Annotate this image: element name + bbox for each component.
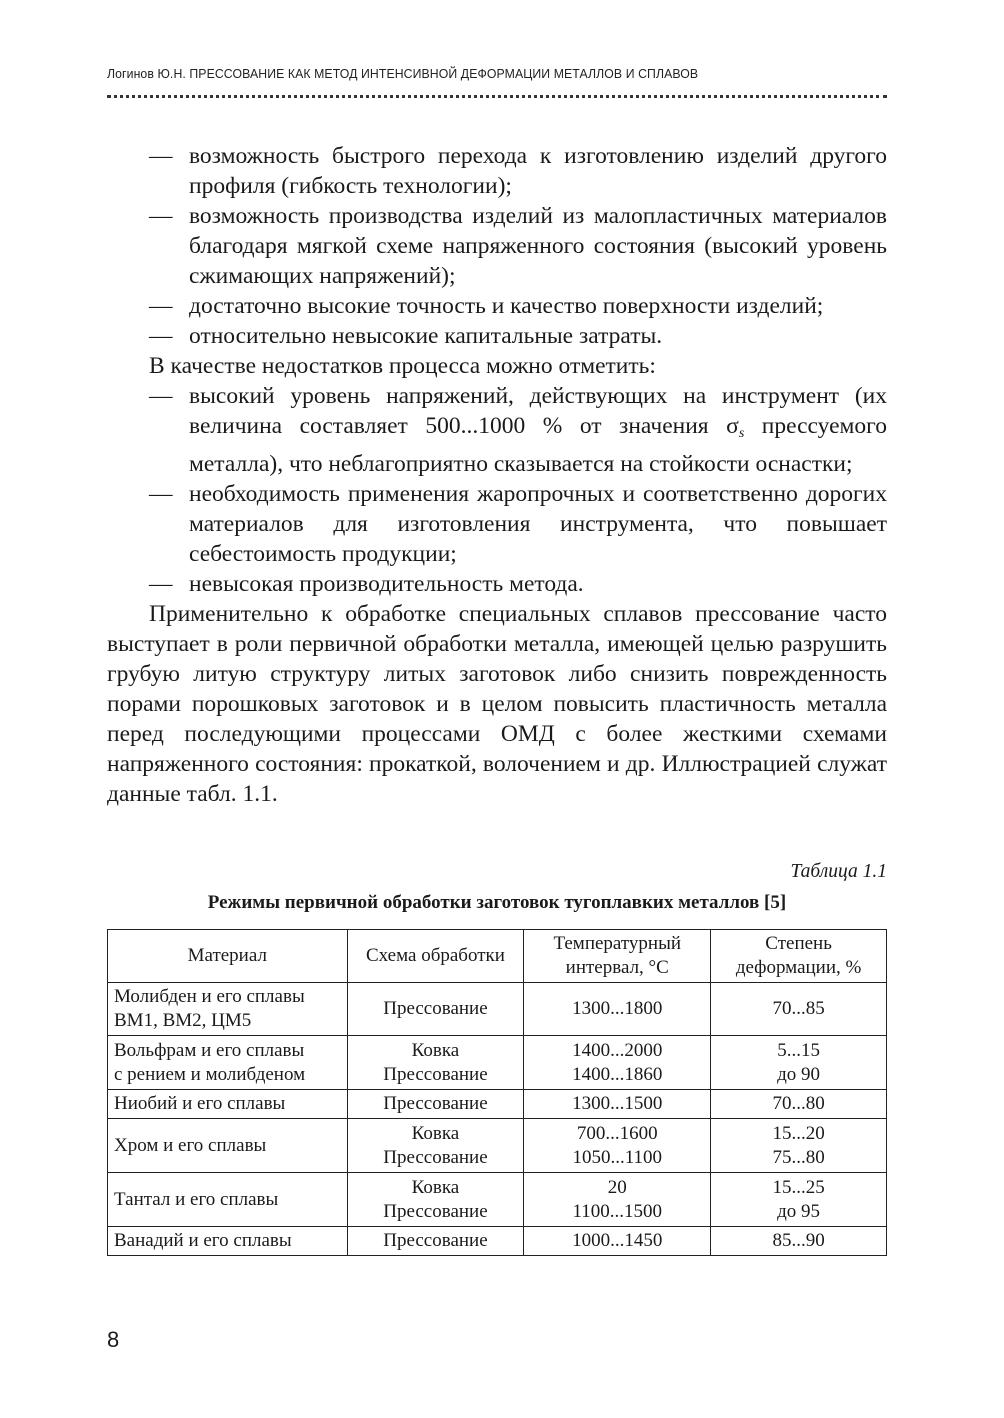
cell-scheme: Ковка Прессование xyxy=(347,1036,524,1090)
disadvantage-item xyxy=(107,479,887,569)
disadvantage-text: необходимость применения жаропрочных и соответственно дорогих материалов для изготовления инструмента, что повышает себестоимость продукции; xyxy=(189,481,887,567)
table-row xyxy=(108,1173,887,1227)
dash-marker: — xyxy=(149,383,173,409)
header-scheme: Схема обработки xyxy=(347,930,524,983)
dash-marker: — xyxy=(149,293,173,319)
advantage-item xyxy=(107,321,887,351)
sigma-subscript: s xyxy=(738,426,745,441)
body-paragraph: Применительно к обработке специальных сплавов прессование часто выступает в роли первичной обработки металла, имеющей целью разрушить грубую литую структуру литых заготовок либо снизить поврежденность порами порошковых заготовок и в целом повысить пластичность металла перед последующими процессами ОМД с более жесткими схемами напряженного состояния: прокаткой, волочением и др. Иллюстрацией служат данные табл. 1.1. xyxy=(107,601,887,807)
cell-temperature: 1300...1500 xyxy=(524,1090,711,1119)
table-caption: Таблица 1.1 xyxy=(790,861,887,882)
advantage-item xyxy=(107,141,887,201)
cell-material: Ванадий и его сплавы xyxy=(108,1227,348,1256)
cell-material: Хром и его сплавы xyxy=(108,1119,348,1173)
dash-marker: — xyxy=(149,203,173,229)
advantage-text: достаточно высокие точность и качество поверхности изделий; xyxy=(189,293,824,319)
dash-marker: — xyxy=(149,481,173,507)
table-title: Режимы первичной обработки заготовок тугоплавких металлов [5] xyxy=(207,892,787,913)
cell-deformation: 5...15 до 90 xyxy=(711,1036,887,1090)
table-row xyxy=(108,1119,887,1173)
header-deformation: Степень деформации, % xyxy=(711,930,887,983)
sigma-symbol: σ xyxy=(726,413,739,439)
table-row xyxy=(108,1090,887,1119)
running-header: Логинов Ю.Н. ПРЕССОВАНИЕ КАК МЕТОД ИНТЕНСИВНОЙ ДЕФОРМАЦИИ МЕТАЛЛОВ И СПЛАВОВ xyxy=(107,66,699,81)
cell-scheme: Прессование xyxy=(347,1227,524,1256)
table-row xyxy=(108,1036,887,1090)
advantage-text: возможность быстрого перехода к изготовлению изделий другого профиля (гибкость технологии); xyxy=(189,143,887,199)
dash-marker: — xyxy=(149,323,173,349)
body-text xyxy=(107,141,887,809)
dash-marker: — xyxy=(149,143,173,169)
cell-deformation: 70...85 xyxy=(711,983,887,1036)
cell-temperature: 700...1600 1050...1100 xyxy=(524,1119,711,1173)
disadvantage-item xyxy=(107,569,887,599)
cell-deformation: 15...20 75...80 xyxy=(711,1119,887,1173)
page-number: 8 xyxy=(107,1327,120,1352)
disadvantage-item xyxy=(107,381,887,479)
cell-deformation: 15...25 до 95 xyxy=(711,1173,887,1227)
cell-scheme: Прессование xyxy=(347,983,524,1036)
cell-material: Вольфрам и его сплавы с рением и молибденом xyxy=(108,1036,348,1090)
cell-temperature: 20 1100...1500 xyxy=(524,1173,711,1227)
cell-material: Молибден и его сплавы ВМ1, ВМ2, ЦМ5 xyxy=(108,983,348,1036)
cell-scheme: Прессование xyxy=(347,1090,524,1119)
table-row xyxy=(108,983,887,1036)
advantage-item xyxy=(107,201,887,291)
table-row xyxy=(108,1227,887,1256)
disadvantage-text: невысокая производительность метода. xyxy=(189,571,584,597)
cell-deformation: 70...80 xyxy=(711,1090,887,1119)
advantage-item xyxy=(107,291,887,321)
dash-marker: — xyxy=(149,571,173,597)
disadvantage-text-after: прессуемого металла), что неблагоприятно сказывается на стойкости оснастки; xyxy=(189,413,887,477)
cell-deformation: 85...90 xyxy=(711,1227,887,1256)
cell-temperature: 1300...1800 xyxy=(524,983,711,1036)
cell-material: Ниобий и его сплавы xyxy=(108,1090,348,1119)
header-temperature: Температурный интервал, °С xyxy=(524,930,711,983)
data-table xyxy=(107,929,887,1256)
disadvantages-intro: В качестве недостатков процесса можно отметить: xyxy=(149,353,656,379)
disadvantage-text-before: высокий уровень напряжений, действующих на инструмент (их величина составляет 500...1000 % от значения xyxy=(189,383,887,439)
cell-temperature: 1400...2000 1400...1860 xyxy=(524,1036,711,1090)
advantage-text: относительно невысокие капитальные затраты. xyxy=(189,323,663,349)
header-dotted-rule xyxy=(107,95,887,98)
advantage-text: возможность производства изделий из малопластичных материалов благодаря мягкой схеме напряженного состояния (высокий уровень сжимающих напряжений); xyxy=(189,203,887,289)
cell-scheme: Ковка Прессование xyxy=(347,1173,524,1227)
cell-scheme: Ковка Прессование xyxy=(347,1119,524,1173)
table-header-row xyxy=(108,930,887,983)
cell-temperature: 1000...1450 xyxy=(524,1227,711,1256)
cell-material: Тантал и его сплавы xyxy=(108,1173,348,1227)
header-material: Материал xyxy=(108,930,348,983)
